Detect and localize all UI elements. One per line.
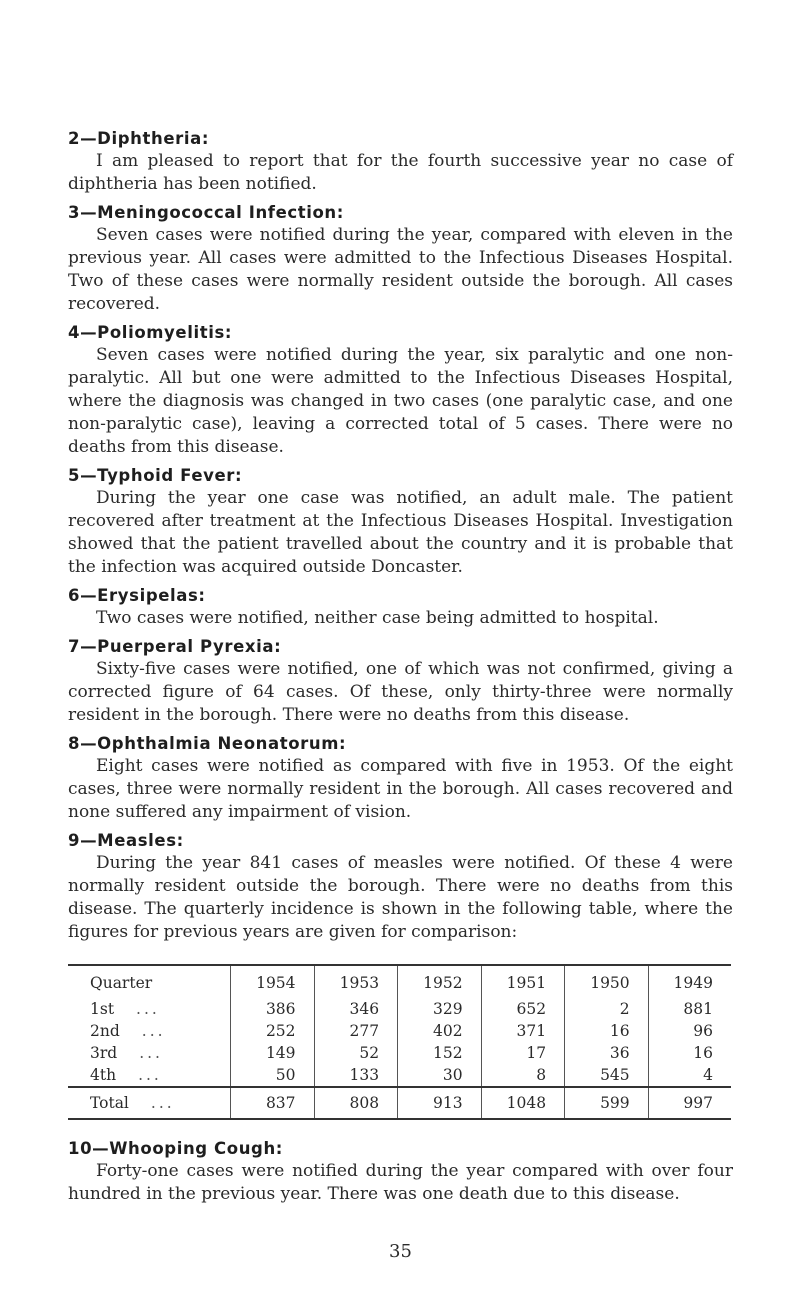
section-heading: 4—Poliomyelitis: [68,323,233,342]
section-block [68,830,733,944]
total-leader-dots: ... [150,1094,175,1112]
header-quarter: Quarter [90,974,153,992]
section-heading: 2—Diphtheria: [68,129,210,148]
table-cell: 4 [648,1064,731,1087]
quarter-label: 3rd [90,1044,118,1062]
total-label-cell [68,1087,231,1119]
section-block [68,585,733,630]
table-cell: 30 [398,1064,482,1087]
section-whooping-cough [68,1138,733,1206]
section-heading: 3—Meningococcal Infection: [68,203,344,222]
page-number: 35 [389,1241,412,1262]
leader-dots: ... [141,1022,166,1040]
table-cell: 386 [231,998,315,1020]
quarter-cell [68,1042,231,1064]
section-block [68,202,733,316]
quarter-label: 1st [90,1000,115,1018]
header-year: 1954 [231,965,315,998]
sections-container [68,128,733,944]
measles-table-wrap [68,964,733,1120]
table-cell: 96 [648,1020,731,1042]
total-cell: 599 [565,1087,649,1119]
table-cell: 346 [314,998,398,1020]
table-cell: 252 [231,1020,315,1042]
table-cell: 402 [398,1020,482,1042]
section-body: Two cases were notified, neither case being admitted to hospital. [96,608,659,628]
table-cell: 329 [398,998,482,1020]
header-year: 1952 [398,965,482,998]
section-heading: 7—Puerperal Pyrexia: [68,637,282,656]
measles-quarterly-table [68,964,731,1120]
table-cell: 133 [314,1064,398,1087]
section-heading: 6—Erysipelas: [68,586,206,605]
section-body: During the year 841 cases of measles were notified. Of these 4 were normally resident outside the borough. There were no deaths from this disease. The quarterly incidence is shown in the following table, where the figures for previous years are given for comparison: [68,853,733,942]
section-body: During the year one case was notified, an adult male. The patient recovered after treatment at the Infectious Diseases Hospital. Investigation showed that the patient travelled about the country and it is probable that the infection was acquired outside Doncaster. [68,488,733,577]
quarter-cell [68,998,231,1020]
document-page [68,128,733,1212]
table-cell: 36 [565,1042,649,1064]
section-block [68,465,733,579]
total-label: Total [90,1094,129,1112]
header-year: 1951 [481,965,565,998]
total-cell: 1048 [481,1087,565,1119]
table-cell: 17 [481,1042,565,1064]
section-heading: 9—Measles: [68,831,184,850]
quarter-label: 4th [90,1066,117,1084]
table-cell: 277 [314,1020,398,1042]
section-body: I am pleased to report that for the fourth successive year no case of diphtheria has been notified. [68,151,733,194]
section-heading: 5—Typhoid Fever: [68,466,243,485]
section-body: Forty-one cases were notified during the year compared with over four hundred in the previous year. There was one death due to this disease. [68,1161,733,1204]
table-cell: 881 [648,998,731,1020]
header-year: 1950 [565,965,649,998]
section-body: Eight cases were notified as compared with five in 1953. Of the eight cases, three were normally resident in the borough. All cases recovered and none suffered any impairment of vision. [68,756,733,822]
leader-dots: ... [139,1044,163,1062]
table-row [68,998,731,1020]
table-cell: 545 [565,1064,649,1087]
quarter-cell [68,1020,231,1042]
table-cell: 8 [481,1064,565,1087]
table-row [68,1020,731,1042]
total-cell: 913 [398,1087,482,1119]
quarter-label: 2nd [90,1022,120,1040]
quarter-cell [68,1064,231,1087]
table-row [68,1064,731,1087]
section-body: Seven cases were notified during the year, six paralytic and one non-paralytic. All but one were admitted to the Infectious Diseases Hospital, where the diagnosis was changed in two cases (one paralytic case, and one non-paralytic case), leaving a corrected total of 5 cases. There were no deaths from this disease. [68,345,733,457]
table-cell: 16 [565,1020,649,1042]
section-block [68,733,733,824]
table-header-row [68,965,731,998]
table-cell: 371 [481,1020,565,1042]
table-cell: 149 [231,1042,315,1064]
leader-dots: ... [136,1000,160,1018]
table-cell: 2 [565,998,649,1020]
section-block [68,636,733,727]
table-cell: 152 [398,1042,482,1064]
section-block [68,128,733,196]
table-cell: 652 [481,998,565,1020]
total-cell: 997 [648,1087,731,1119]
section-body: Seven cases were notified during the year, compared with eleven in the previous year. All cases were admitted to the Infectious Diseases Hospital. Two of these cases were normally resident outside the borough. All cases recovered. [68,225,733,314]
table-total-row [68,1087,731,1119]
section-block [68,322,733,459]
leader-dots: ... [138,1066,162,1084]
table-cell: 50 [231,1064,315,1087]
section-heading: 10—Whooping Cough: [68,1139,283,1158]
section-heading: 8—Ophthalmia Neonatorum: [68,734,347,753]
table-body [68,998,731,1087]
total-cell: 837 [231,1087,315,1119]
table-cell: 52 [314,1042,398,1064]
table-cell: 16 [648,1042,731,1064]
header-year: 1949 [648,965,731,998]
header-year: 1953 [314,965,398,998]
total-cell: 808 [314,1087,398,1119]
table-row [68,1042,731,1064]
section-body: Sixty-five cases were notified, one of which was not confirmed, giving a corrected figure of 64 cases. Of these, only thirty-three were normally resident in the borough. There were no deaths from this disease. [68,659,733,725]
